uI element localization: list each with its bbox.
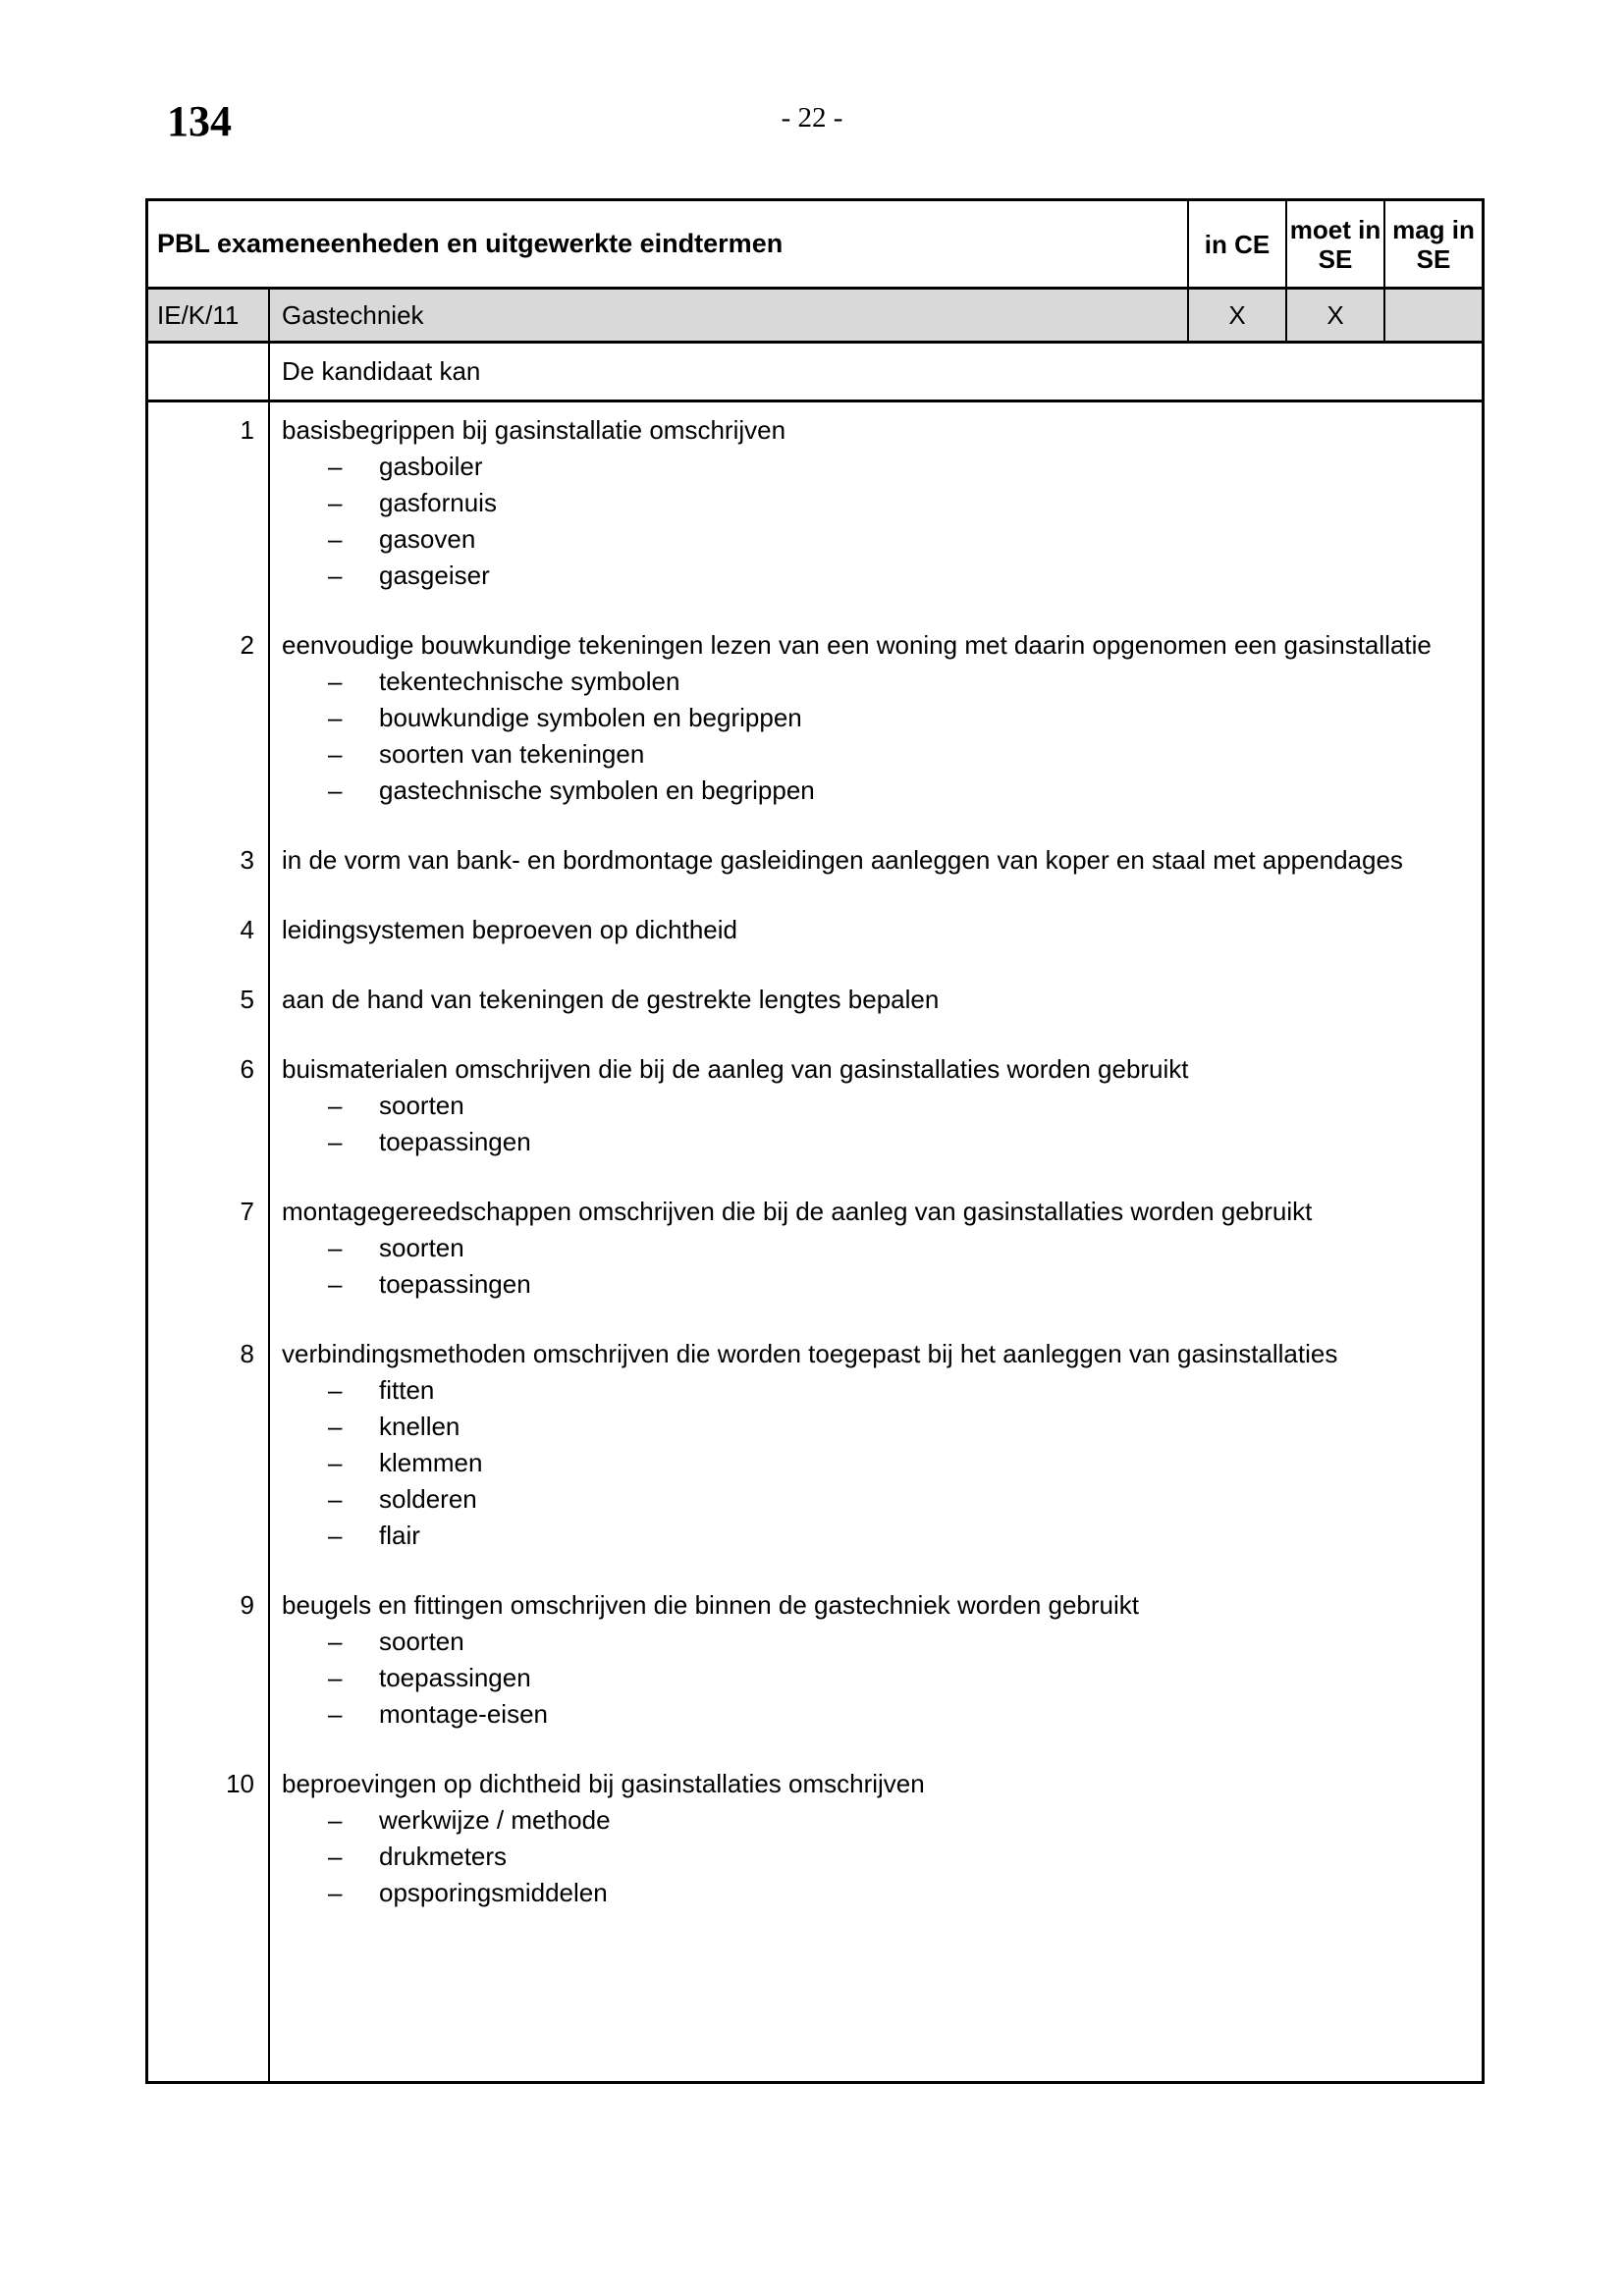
dash-icon: – — [328, 452, 343, 481]
bullet-text: werkwijze / methode — [379, 1805, 611, 1835]
page-header-center: - 22 - — [781, 102, 843, 133]
subheader-row — [148, 344, 1482, 402]
bullet-item — [282, 1230, 1474, 1266]
bullet-text: opsporingsmiddelen — [379, 1878, 608, 1907]
dash-icon: – — [328, 488, 343, 517]
items-list — [148, 412, 1482, 1911]
dash-icon: – — [328, 667, 343, 696]
items-section — [148, 402, 1482, 2081]
bullet-item — [282, 1839, 1474, 1875]
subheader-empty-cell — [148, 344, 270, 400]
bullet-item — [282, 521, 1474, 558]
item-text: buismaterialen omschrijven die bij de aanleg van gasinstallaties worden gebruikt — [282, 1054, 1189, 1084]
bullet-text: soorten — [379, 1233, 464, 1262]
dash-icon: – — [328, 1663, 343, 1692]
item-number: 6 — [240, 1054, 254, 1084]
bullet-item — [282, 1696, 1474, 1733]
bullet-item — [282, 1445, 1474, 1481]
item-content — [270, 842, 1474, 879]
item-text: beproevingen op dichtheid bij gasinstallaties omschrijven — [282, 1769, 925, 1798]
item-number: 1 — [240, 415, 254, 445]
item-content — [270, 912, 1474, 948]
bullet-text: montage-eisen — [379, 1699, 548, 1729]
bullet-text: solderen — [379, 1484, 477, 1514]
item-number: 3 — [240, 845, 254, 875]
item-content — [270, 1194, 1474, 1303]
dash-icon: – — [328, 775, 343, 805]
dash-icon: – — [328, 1412, 343, 1441]
dash-icon: – — [328, 524, 343, 554]
dash-icon: – — [328, 1878, 343, 1907]
dash-icon: – — [328, 1627, 343, 1656]
list-item — [148, 1051, 1482, 1160]
item-text: aan de hand van tekeningen de gestrekte lengtes bepalen — [282, 985, 940, 1014]
list-item — [148, 412, 1482, 594]
item-text: eenvoudige bouwkundige tekeningen lezen van een woning met daarin opgenomen een gasinstallatie — [282, 630, 1432, 660]
item-content — [270, 627, 1474, 809]
bullet-item — [282, 558, 1474, 594]
unit-row — [148, 290, 1482, 344]
mark-in-ce: X — [1187, 290, 1285, 341]
bullet-item — [282, 1518, 1474, 1554]
list-item — [148, 912, 1482, 948]
item-content — [270, 412, 1474, 594]
bullet-item — [282, 1875, 1474, 1911]
item-text: beugels en fittingen omschrijven die binnen de gastechniek worden gebruikt — [282, 1590, 1140, 1620]
bullet-text: toepassingen — [379, 1269, 531, 1299]
dash-icon: – — [328, 1269, 343, 1299]
bullet-item — [282, 1124, 1474, 1160]
dash-icon: – — [328, 1521, 343, 1550]
exam-table — [145, 198, 1485, 2084]
item-content — [270, 982, 1474, 1018]
bullet-item — [282, 1802, 1474, 1839]
bullet-text: gasgeiser — [379, 561, 490, 590]
item-number: 7 — [240, 1197, 254, 1226]
column-header-moet-in-se: moet in SE — [1285, 201, 1383, 287]
bullet-item — [282, 1481, 1474, 1518]
bullet-item — [282, 736, 1474, 773]
item-text: in de vorm van bank- en bordmontage gasleidingen aanleggen van koper en staal met appendages — [282, 845, 1403, 875]
dash-icon: – — [328, 1233, 343, 1262]
page-number: 134 — [167, 97, 232, 145]
bullet-text: soorten — [379, 1627, 464, 1656]
item-text: leidingsystemen beproeven op dichtheid — [282, 915, 737, 944]
item-number: 8 — [240, 1339, 254, 1368]
item-number: 10 — [226, 1769, 254, 1798]
list-item — [148, 1587, 1482, 1733]
bullet-text: flair — [379, 1521, 420, 1550]
bullet-text: soorten van tekeningen — [379, 739, 645, 769]
dash-icon: – — [328, 1448, 343, 1477]
table-header-row — [148, 201, 1482, 290]
item-number: 4 — [240, 915, 254, 944]
item-number: 5 — [240, 985, 254, 1014]
bullet-text: klemmen — [379, 1448, 483, 1477]
bullet-text: bouwkundige symbolen en begrippen — [379, 703, 802, 732]
table-title: PBL exameneenheden en uitgewerkte eindtermen — [157, 229, 784, 258]
bullet-text: gasboiler — [379, 452, 483, 481]
bullet-text: drukmeters — [379, 1842, 508, 1871]
dash-icon: – — [328, 1375, 343, 1405]
dash-icon: – — [328, 703, 343, 732]
bullet-text: gastechnische symbolen en begrippen — [379, 775, 815, 805]
bullet-text: knellen — [379, 1412, 460, 1441]
subheader-text: De kandidaat kan — [282, 356, 481, 386]
bullet-item — [282, 700, 1474, 736]
item-content — [270, 1336, 1474, 1554]
bullet-item — [282, 1266, 1474, 1303]
item-text: verbindingsmethoden omschrijven die worden toegepast bij het aanleggen van gasinstallaties — [282, 1339, 1338, 1368]
bullet-text: tekentechnische symbolen — [379, 667, 680, 696]
list-item — [148, 1766, 1482, 1911]
list-item — [148, 1194, 1482, 1303]
dash-icon: – — [328, 561, 343, 590]
item-number: 2 — [240, 630, 254, 660]
bullet-text: soorten — [379, 1091, 464, 1120]
item-content — [270, 1766, 1474, 1911]
item-text: montagegereedschappen omschrijven die bij de aanleg van gasinstallaties worden gebruikt — [282, 1197, 1313, 1226]
item-content — [270, 1051, 1474, 1160]
dash-icon: – — [328, 1127, 343, 1156]
mark-moet-in-se: X — [1285, 290, 1383, 341]
dash-icon: – — [328, 739, 343, 769]
bullet-item — [282, 1088, 1474, 1124]
dash-icon: – — [328, 1842, 343, 1871]
list-item — [148, 982, 1482, 1018]
number-column-divider — [268, 402, 270, 2081]
unit-name: Gastechniek — [282, 299, 424, 330]
item-text: basisbegrippen bij gasinstallatie omschrijven — [282, 415, 786, 445]
bullet-text: fitten — [379, 1375, 435, 1405]
dash-icon: – — [328, 1699, 343, 1729]
dash-icon: – — [328, 1805, 343, 1835]
bullet-item — [282, 664, 1474, 700]
list-item — [148, 1336, 1482, 1554]
bullet-item — [282, 1624, 1474, 1660]
bullet-item — [282, 449, 1474, 485]
bullet-text: toepassingen — [379, 1127, 531, 1156]
column-header-mag-in-se: mag in SE — [1383, 201, 1482, 287]
unit-code: IE/K/11 — [148, 290, 270, 341]
bullet-item — [282, 1409, 1474, 1445]
bullet-item — [282, 773, 1474, 809]
bullet-item — [282, 1372, 1474, 1409]
column-header-in-ce: in CE — [1187, 201, 1285, 287]
bullet-text: gasoven — [379, 524, 476, 554]
item-content — [270, 1587, 1474, 1733]
dash-icon: – — [328, 1484, 343, 1514]
dash-icon: – — [328, 1091, 343, 1120]
bullet-item — [282, 485, 1474, 521]
bullet-text: gasfornuis — [379, 488, 497, 517]
list-item — [148, 842, 1482, 879]
bullet-text: toepassingen — [379, 1663, 531, 1692]
item-number: 9 — [240, 1590, 254, 1620]
bullet-item — [282, 1660, 1474, 1696]
mark-mag-in-se — [1383, 290, 1482, 341]
list-item — [148, 627, 1482, 809]
